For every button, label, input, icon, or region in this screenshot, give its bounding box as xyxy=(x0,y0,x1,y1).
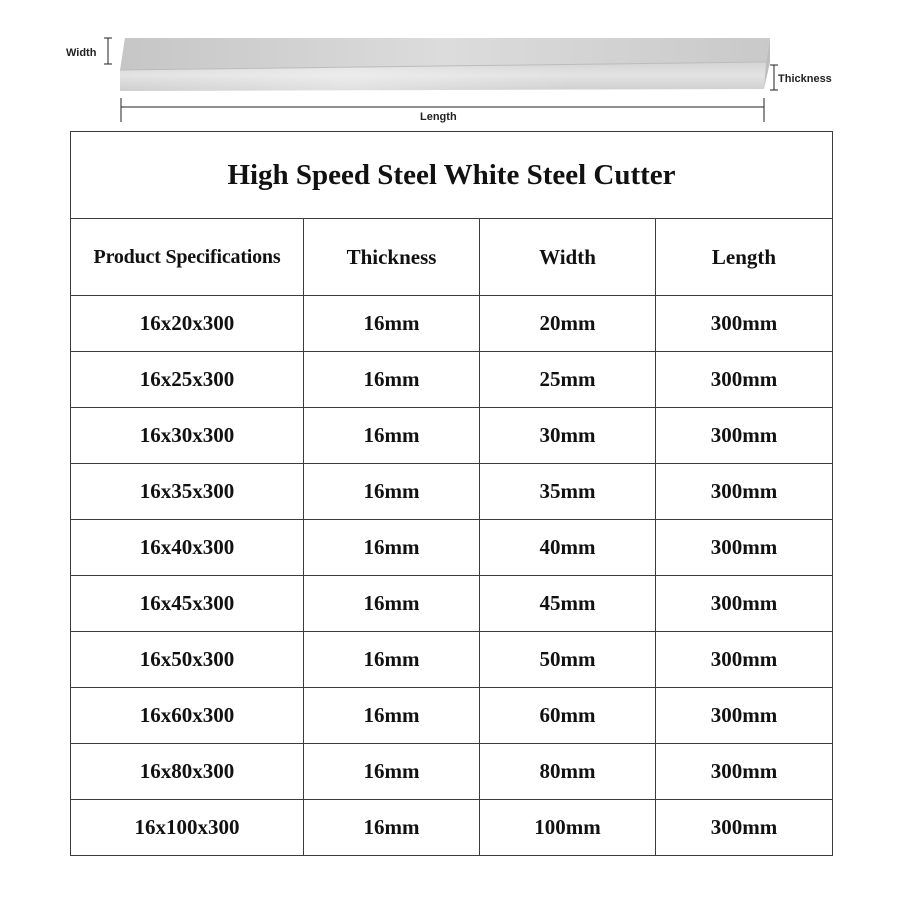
spec-table xyxy=(70,131,833,856)
table-row xyxy=(71,632,833,688)
cell-width: 100mm xyxy=(480,800,656,856)
cell-length: 300mm xyxy=(656,520,833,576)
cell-length: 300mm xyxy=(656,296,833,352)
cell-spec: 16x60x300 xyxy=(71,688,304,744)
steel-bar xyxy=(120,38,770,91)
cell-thickness: 16mm xyxy=(304,296,480,352)
cell-length: 300mm xyxy=(656,688,833,744)
cell-width: 25mm xyxy=(480,352,656,408)
cell-length: 300mm xyxy=(656,464,833,520)
cell-width: 40mm xyxy=(480,520,656,576)
cell-width: 60mm xyxy=(480,688,656,744)
cell-spec: 16x45x300 xyxy=(71,576,304,632)
table-row xyxy=(71,408,833,464)
cell-thickness: 16mm xyxy=(304,632,480,688)
table-row xyxy=(71,296,833,352)
cell-thickness: 16mm xyxy=(304,576,480,632)
cell-thickness: 16mm xyxy=(304,744,480,800)
header-width: Width xyxy=(480,219,656,296)
cell-length: 300mm xyxy=(656,632,833,688)
cell-thickness: 16mm xyxy=(304,408,480,464)
cell-spec: 16x30x300 xyxy=(71,408,304,464)
cell-length: 300mm xyxy=(656,408,833,464)
thickness-dimension-line xyxy=(770,65,778,90)
cell-thickness: 16mm xyxy=(304,688,480,744)
cell-spec: 16x80x300 xyxy=(71,744,304,800)
length-dimension-label: Length xyxy=(420,111,457,123)
cell-width: 30mm xyxy=(480,408,656,464)
thickness-dimension-label: Thickness xyxy=(778,73,832,85)
table-row xyxy=(71,352,833,408)
header-thickness: Thickness xyxy=(304,219,480,296)
cell-width: 35mm xyxy=(480,464,656,520)
cell-spec: 16x100x300 xyxy=(71,800,304,856)
cell-length: 300mm xyxy=(656,352,833,408)
cell-thickness: 16mm xyxy=(304,800,480,856)
header-length: Length xyxy=(656,219,833,296)
cell-spec: 16x35x300 xyxy=(71,464,304,520)
cell-thickness: 16mm xyxy=(304,520,480,576)
cell-length: 300mm xyxy=(656,576,833,632)
width-dimension-line xyxy=(104,38,112,64)
cell-spec: 16x50x300 xyxy=(71,632,304,688)
cell-thickness: 16mm xyxy=(304,352,480,408)
cell-spec: 16x25x300 xyxy=(71,352,304,408)
cell-length: 300mm xyxy=(656,800,833,856)
table-row xyxy=(71,688,833,744)
cell-length: 300mm xyxy=(656,744,833,800)
cell-width: 45mm xyxy=(480,576,656,632)
table-title: High Speed Steel White Steel Cutter xyxy=(71,132,833,219)
table-row xyxy=(71,464,833,520)
table-row xyxy=(71,744,833,800)
cell-width: 80mm xyxy=(480,744,656,800)
table-row xyxy=(71,800,833,856)
width-dimension-label: Width xyxy=(66,47,97,59)
table-title-row xyxy=(71,132,833,219)
table-header-row xyxy=(71,219,833,296)
cell-width: 50mm xyxy=(480,632,656,688)
table-row xyxy=(71,520,833,576)
cell-thickness: 16mm xyxy=(304,464,480,520)
header-product-specifications: Product Specifications xyxy=(71,219,304,296)
cell-width: 20mm xyxy=(480,296,656,352)
cell-spec: 16x40x300 xyxy=(71,520,304,576)
cell-spec: 16x20x300 xyxy=(71,296,304,352)
table-row xyxy=(71,576,833,632)
